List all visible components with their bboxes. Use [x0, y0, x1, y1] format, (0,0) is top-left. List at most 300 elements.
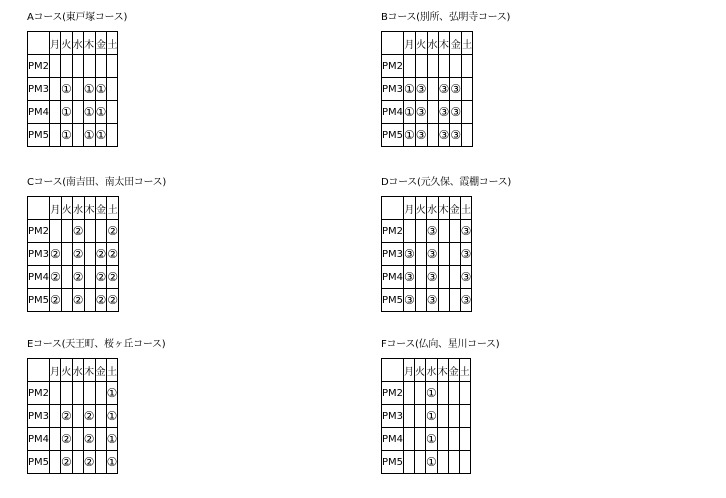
corner-cell	[28, 197, 50, 220]
route-number: ③	[450, 127, 462, 142]
period-label: PM2	[382, 382, 404, 405]
schedule-cell	[83, 405, 95, 428]
route-number: ③	[404, 292, 415, 307]
route-number: ①	[61, 104, 72, 119]
schedule-cell	[438, 266, 449, 289]
schedule-cell	[50, 266, 62, 289]
day-header: 木	[83, 359, 95, 382]
schedule-cell	[404, 266, 416, 289]
header-row	[382, 359, 471, 382]
schedule-table	[381, 196, 472, 312]
day-header: 水	[426, 197, 438, 220]
route-number: ③	[450, 81, 462, 96]
schedule-cell	[459, 428, 470, 451]
corner-cell	[28, 32, 50, 55]
schedule-cell	[404, 451, 415, 474]
day-header: 水	[427, 32, 438, 55]
day-header: 土	[459, 359, 470, 382]
schedule-cell	[61, 124, 73, 147]
schedule-cell	[438, 124, 450, 147]
route-number: ③	[438, 127, 450, 142]
route-number: ②	[50, 269, 61, 284]
route-number: ③	[404, 269, 415, 284]
schedule-table	[381, 358, 471, 474]
schedule-cell	[61, 101, 73, 124]
schedule-cell	[459, 382, 470, 405]
schedule-cell	[426, 405, 438, 428]
table-row	[382, 55, 473, 78]
period-label: PM2	[28, 382, 50, 405]
day-header: 金	[95, 197, 107, 220]
schedule-table	[27, 31, 118, 147]
schedule-cell	[95, 101, 107, 124]
day-header: 金	[95, 359, 106, 382]
table-row	[28, 289, 119, 312]
schedule-cell	[106, 405, 118, 428]
schedule-cell	[50, 78, 61, 101]
schedule-cell	[72, 405, 83, 428]
schedule-cell	[460, 266, 472, 289]
schedule-cell	[449, 243, 460, 266]
schedule-cell	[426, 382, 438, 405]
schedule-cell	[95, 405, 106, 428]
route-number: ②	[50, 246, 61, 261]
route-number: ②	[107, 246, 119, 261]
schedule-cell	[404, 220, 416, 243]
table-row	[28, 124, 118, 147]
period-label: PM2	[382, 55, 404, 78]
schedule-cell	[438, 78, 450, 101]
schedule-cell	[438, 220, 449, 243]
period-label: PM3	[28, 405, 50, 428]
schedule-cell	[438, 101, 450, 124]
schedule-cell	[426, 243, 438, 266]
period-label: PM3	[382, 243, 404, 266]
schedule-cell	[460, 220, 472, 243]
schedule-cell	[61, 382, 73, 405]
schedule-cell	[95, 220, 107, 243]
header-row	[28, 359, 118, 382]
route-number: ①	[95, 81, 107, 96]
schedule-cell	[95, 124, 107, 147]
schedule-cell	[50, 289, 62, 312]
corner-cell	[382, 359, 404, 382]
schedule-cell	[404, 101, 416, 124]
table-row	[28, 382, 118, 405]
schedule-cell	[84, 243, 95, 266]
schedule-cell	[426, 220, 438, 243]
schedule-cell	[437, 405, 448, 428]
schedule-cell	[61, 428, 73, 451]
schedule-cell	[462, 78, 473, 101]
schedule-cell	[404, 243, 416, 266]
schedule-cell	[83, 55, 95, 78]
schedule-cell	[107, 101, 118, 124]
period-label: PM3	[28, 243, 50, 266]
route-number: ①	[83, 127, 95, 142]
day-header: 水	[72, 32, 83, 55]
schedule-cell	[404, 382, 415, 405]
day-header: 水	[426, 359, 438, 382]
route-number: ②	[83, 454, 95, 469]
table-row	[382, 266, 472, 289]
schedule-cell	[415, 101, 427, 124]
period-label: PM4	[28, 101, 50, 124]
day-header: 火	[415, 32, 427, 55]
period-label: PM4	[382, 101, 404, 124]
schedule-cell	[415, 266, 426, 289]
route-number: ③	[426, 269, 438, 284]
schedule-cell	[415, 289, 426, 312]
route-number: ③	[415, 127, 427, 142]
schedule-cell	[106, 382, 118, 405]
route-number: ③	[460, 269, 472, 284]
table-row	[382, 405, 471, 428]
schedule-cell	[427, 124, 438, 147]
route-number: ③	[460, 246, 472, 261]
route-number: ①	[426, 408, 437, 423]
day-header: 木	[83, 32, 95, 55]
period-label: PM3	[28, 78, 50, 101]
route-number: ②	[95, 292, 107, 307]
schedule-cell	[106, 428, 118, 451]
table-row	[28, 78, 118, 101]
day-header: 月	[404, 359, 415, 382]
schedule-cell	[95, 55, 107, 78]
schedule-cell	[61, 55, 73, 78]
schedule-cell	[95, 428, 106, 451]
day-header: 火	[61, 359, 73, 382]
table-row	[28, 220, 119, 243]
day-header: 月	[50, 32, 61, 55]
schedule-cell	[460, 243, 472, 266]
table-row	[28, 428, 118, 451]
route-number: ③	[460, 292, 472, 307]
schedule-cell	[426, 428, 438, 451]
schedule-cell	[427, 55, 438, 78]
table-row	[382, 243, 472, 266]
table-row	[28, 55, 118, 78]
schedule-cell	[448, 428, 459, 451]
schedule-cell	[72, 101, 83, 124]
schedule-cell	[72, 266, 84, 289]
schedule-cell	[95, 382, 106, 405]
schedule-cell	[50, 451, 61, 474]
table-row	[382, 220, 472, 243]
schedule-cell	[83, 428, 95, 451]
course-title: Eコース(天王町、桜ヶ丘コース)	[27, 339, 166, 350]
period-label: PM5	[28, 451, 50, 474]
day-header: 木	[438, 32, 450, 55]
table-row	[382, 382, 471, 405]
schedule-cell	[448, 382, 459, 405]
course-title: Aコース(東戸塚コース)	[27, 12, 128, 23]
route-number: ②	[83, 408, 95, 423]
schedule-cell	[50, 124, 61, 147]
schedule-cell	[107, 266, 119, 289]
schedule-cell	[95, 266, 107, 289]
route-number: ①	[95, 127, 107, 142]
schedule-cell	[50, 55, 61, 78]
header-row	[382, 32, 473, 55]
day-header: 月	[404, 32, 416, 55]
schedule-cell	[404, 55, 416, 78]
schedule-cell	[450, 101, 462, 124]
corner-cell	[28, 359, 50, 382]
day-header: 金	[450, 32, 462, 55]
schedule-cell	[462, 55, 473, 78]
route-number: ①	[61, 81, 72, 96]
schedule-cell	[50, 220, 62, 243]
route-number: ①	[95, 104, 107, 119]
table-row	[382, 451, 471, 474]
route-number: ②	[61, 431, 72, 446]
period-label: PM4	[28, 266, 50, 289]
route-number: ③	[426, 223, 438, 238]
route-number: ①	[426, 454, 437, 469]
schedule-table	[27, 196, 119, 312]
day-header: 月	[404, 197, 416, 220]
day-header: 月	[50, 197, 62, 220]
schedule-cell	[61, 266, 72, 289]
schedule-cell	[72, 289, 84, 312]
route-number: ②	[83, 431, 95, 446]
schedule-cell	[72, 55, 83, 78]
route-number: ②	[61, 408, 72, 423]
schedule-cell	[72, 220, 84, 243]
schedule-cell	[61, 243, 72, 266]
route-number: ①	[106, 408, 118, 423]
period-label: PM4	[382, 266, 404, 289]
route-number: ②	[72, 292, 84, 307]
day-header: 火	[415, 359, 426, 382]
route-number: ③	[404, 246, 415, 261]
route-number: ①	[106, 431, 118, 446]
route-number: ①	[106, 385, 118, 400]
header-row	[382, 197, 472, 220]
schedule-cell	[449, 289, 460, 312]
schedule-cell	[459, 405, 470, 428]
route-number: ③	[438, 81, 450, 96]
schedule-cell	[450, 55, 462, 78]
route-number: ③	[460, 223, 472, 238]
schedule-cell	[415, 220, 426, 243]
schedule-cell	[83, 451, 95, 474]
schedule-cell	[404, 289, 416, 312]
day-header: 金	[448, 359, 459, 382]
day-header: 水	[72, 197, 84, 220]
route-number: ①	[404, 104, 415, 119]
schedule-cell	[61, 289, 72, 312]
day-header: 木	[438, 197, 449, 220]
route-number: ②	[72, 246, 84, 261]
schedule-cell	[437, 382, 448, 405]
header-row	[28, 197, 119, 220]
route-number: ②	[50, 292, 61, 307]
day-header: 木	[437, 359, 448, 382]
schedule-cell	[450, 124, 462, 147]
schedule-cell	[404, 124, 416, 147]
day-header: 土	[462, 32, 473, 55]
schedule-cell	[415, 78, 427, 101]
schedule-cell	[95, 451, 106, 474]
day-header: 土	[107, 197, 119, 220]
period-label: PM2	[28, 220, 50, 243]
schedule-cell	[50, 405, 61, 428]
schedule-cell	[83, 101, 95, 124]
schedule-cell	[95, 78, 107, 101]
schedule-cell	[107, 124, 118, 147]
schedule-cell	[448, 405, 459, 428]
day-header: 月	[50, 359, 61, 382]
route-number: ①	[106, 454, 118, 469]
route-number: ①	[404, 81, 415, 96]
table-row	[382, 289, 472, 312]
route-number: ②	[107, 223, 119, 238]
period-label: PM5	[382, 124, 404, 147]
table-row	[28, 266, 119, 289]
schedule-cell	[437, 451, 448, 474]
period-label: PM3	[382, 78, 404, 101]
period-label: PM2	[382, 220, 404, 243]
day-header: 土	[460, 197, 472, 220]
schedule-cell	[415, 428, 426, 451]
schedule-cell	[50, 428, 61, 451]
schedule-cell	[84, 266, 95, 289]
course-title: Dコース(元久保、霞棚コース)	[381, 177, 512, 188]
schedule-cell	[72, 451, 83, 474]
route-number: ③	[426, 292, 438, 307]
period-label: PM5	[382, 289, 404, 312]
schedule-cell	[449, 266, 460, 289]
route-number: ①	[83, 104, 95, 119]
table-row	[382, 101, 473, 124]
route-number: ②	[72, 223, 84, 238]
schedule-cell	[426, 266, 438, 289]
schedule-table	[27, 358, 118, 474]
route-number: ③	[426, 246, 438, 261]
header-row	[28, 32, 118, 55]
route-number: ②	[95, 246, 107, 261]
day-header: 金	[95, 32, 107, 55]
schedule-cell	[95, 289, 107, 312]
table-row	[28, 243, 119, 266]
schedule-cell	[415, 124, 427, 147]
schedule-cell	[107, 243, 119, 266]
period-label: PM4	[382, 428, 404, 451]
course-title: Cコース(南吉田、南太田コース)	[27, 177, 166, 188]
day-header: 水	[72, 359, 83, 382]
schedule-cell	[404, 405, 415, 428]
route-number: ①	[426, 431, 437, 446]
route-number: ①	[426, 385, 437, 400]
day-header: 土	[107, 32, 118, 55]
schedule-cell	[50, 243, 62, 266]
schedule-cell	[448, 451, 459, 474]
table-row	[28, 101, 118, 124]
schedule-cell	[107, 220, 119, 243]
schedule-cell	[61, 220, 72, 243]
period-label: PM2	[28, 55, 50, 78]
day-header: 金	[449, 197, 460, 220]
route-number: ③	[415, 81, 427, 96]
schedule-cell	[61, 451, 73, 474]
period-label: PM5	[382, 451, 404, 474]
schedule-cell	[72, 78, 83, 101]
schedule-cell	[449, 220, 460, 243]
schedule-cell	[460, 289, 472, 312]
schedule-cell	[84, 289, 95, 312]
route-number: ③	[415, 104, 427, 119]
schedule-cell	[107, 289, 119, 312]
route-number: ③	[438, 104, 450, 119]
schedule-cell	[107, 78, 118, 101]
table-row	[28, 451, 118, 474]
schedule-cell	[427, 101, 438, 124]
schedule-cell	[415, 405, 426, 428]
schedule-cell	[107, 55, 118, 78]
schedule-cell	[50, 101, 61, 124]
schedule-cell	[459, 451, 470, 474]
schedule-cell	[427, 78, 438, 101]
table-row	[382, 428, 471, 451]
table-row	[28, 405, 118, 428]
schedule-cell	[72, 428, 83, 451]
schedule-cell	[438, 55, 450, 78]
route-number: ②	[61, 454, 72, 469]
schedule-cell	[404, 78, 416, 101]
schedule-cell	[437, 428, 448, 451]
route-number: ③	[450, 104, 462, 119]
schedule-table	[381, 31, 473, 147]
table-row	[382, 78, 473, 101]
corner-cell	[382, 197, 404, 220]
period-label: PM5	[28, 124, 50, 147]
schedule-cell	[462, 124, 473, 147]
schedule-cell	[95, 243, 107, 266]
schedule-cell	[438, 243, 449, 266]
route-number: ①	[61, 127, 72, 142]
schedule-cell	[61, 405, 73, 428]
schedule-cell	[83, 382, 95, 405]
route-number: ②	[72, 269, 84, 284]
schedule-cell	[61, 78, 73, 101]
route-number: ①	[83, 81, 95, 96]
schedule-cell	[426, 451, 438, 474]
schedule-cell	[72, 243, 84, 266]
route-number: ①	[404, 127, 415, 142]
schedule-cell	[450, 78, 462, 101]
day-header: 木	[84, 197, 95, 220]
schedule-cell	[83, 78, 95, 101]
schedule-cell	[415, 451, 426, 474]
corner-cell	[382, 32, 404, 55]
schedule-cell	[72, 382, 83, 405]
day-header: 火	[61, 32, 73, 55]
schedule-cell	[415, 243, 426, 266]
course-title: Fコース(仏向、星川コース)	[381, 339, 500, 350]
schedule-cell	[415, 55, 427, 78]
course-title: Bコース(別所、弘明寺コース)	[381, 12, 511, 23]
day-header: 火	[61, 197, 72, 220]
schedule-cell	[83, 124, 95, 147]
schedule-cell	[415, 382, 426, 405]
period-label: PM3	[382, 405, 404, 428]
schedule-cell	[462, 101, 473, 124]
schedule-cell	[84, 220, 95, 243]
schedule-cell	[106, 451, 118, 474]
schedule-cell	[404, 428, 415, 451]
